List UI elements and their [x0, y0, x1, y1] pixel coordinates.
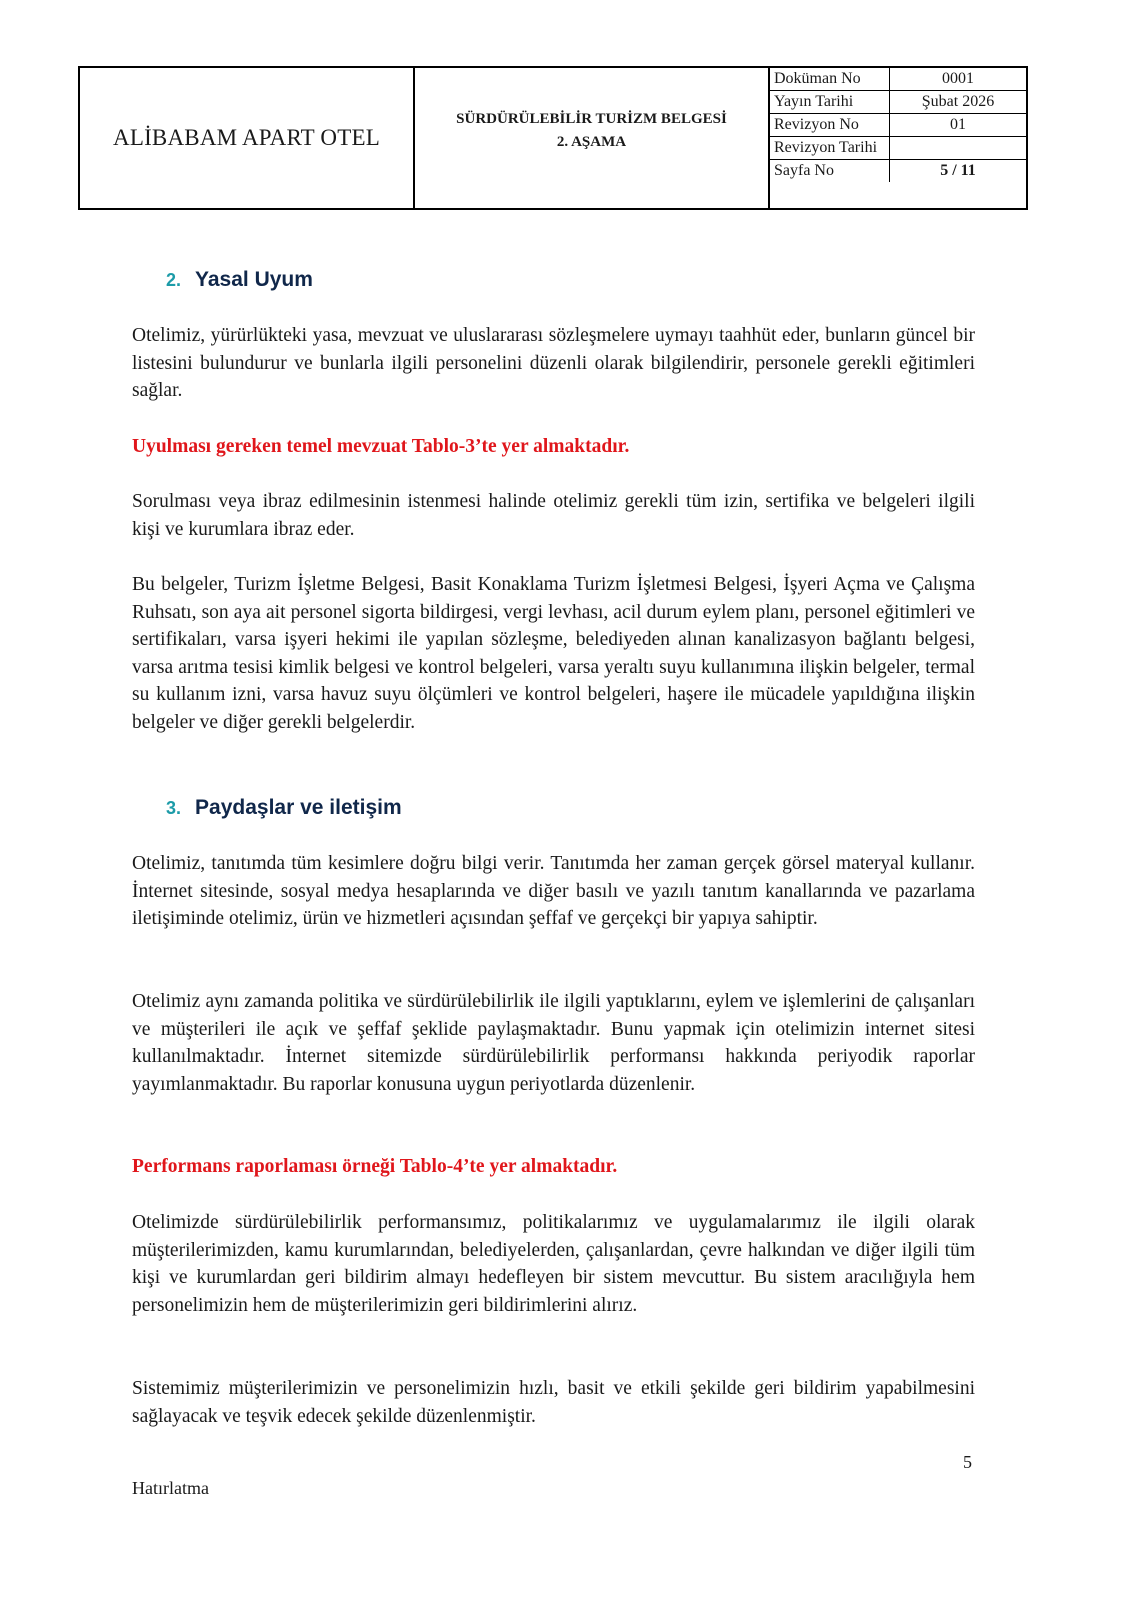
- section-heading-stakeholders: [166, 796, 402, 820]
- section-number: 2.: [166, 270, 182, 290]
- section-title: Yasal Uyum: [195, 268, 313, 291]
- meta-value: 5 / 11: [940, 162, 976, 179]
- meta-row-page-no: [770, 160, 1026, 182]
- organization-name: ALİBABAM APART OTEL: [80, 68, 415, 208]
- meta-key: Yayın Tarihi: [770, 91, 890, 113]
- document-header-table: [78, 66, 1028, 210]
- page-number: 5: [963, 1452, 972, 1472]
- meta-row-document-no: [770, 68, 1026, 91]
- meta-value: Şubat 2026: [921, 93, 995, 110]
- paragraph: Otelimiz, yürürlükteki yasa, mevzuat ve uluslararası sözleşmelere uymayı taahhüt eder, bunların güncel bir listesini bulundurur ve bunlarla ilgili personelini düzenli olarak bilgilendirir, personele gerekli eğitimleri sağlar.: [132, 325, 975, 401]
- paragraph: Bu belgeler, Turizm İşletme Belgesi, Basit Konaklama Turizm İşletmesi Belgesi, İşyeri Açma ve Çalışma Ruhsatı, son aya ait personel sigorta bildirgesi, vergi levhası, acil durum eylem planı, personel eğitimleri ve sertifikaları, varsa işyeri hekimi ile yapılan sözleşme, belediyeden alınan kanalizasyon bağlantı belgesi, varsa arıtma tesisi kimlik belgesi ve kontrol belgeleri, varsa yeraltı suyu kullanımına ilişkin belgeler, termal su kullanım izni, varsa havuz suyu ölçümleri ve kontrol belgeleri, haşere ile mücadele yapıldığına ilişkin belgeler ve diğer gerekli belgelerdir.: [132, 574, 975, 733]
- meta-row-revision-date: [770, 137, 1026, 160]
- meta-value: 0001: [942, 70, 974, 87]
- paragraph: Otelimizde sürdürülebilirlik performansımız, politikalarımız ve uygulamalarımız ile ilgili olarak müşterilerimizden, kamu kurumlarından, belediyelerden, çalışanlardan, çevre halkından ve diğer ilgili tüm kişi ve kurumlardan geri bildirim almayı hedefleyen bir sistem mevcuttur. Bu sistem aracılığıyla hem personelimizin hem de müşterilerimizin geri bildirimlerini alırız.: [132, 1212, 975, 1316]
- meta-value: [890, 137, 1026, 159]
- meta-key: Revizyon Tarihi: [770, 137, 890, 159]
- footer-note: Hatırlatma: [132, 1478, 209, 1498]
- paragraph: Otelimiz aynı zamanda politika ve sürdürülebilirlik ile ilgili yaptıklarını, eylem ve işlemlerini de çalışanları ve müşterileri ile açık ve şeffaf şeklide paylaşmaktadır. Bunu yapmak için otelimizin internet sitesi kullanılmaktadır. İnternet sitemizde sürdürülebilirlik performansı hakkında periyodik raporlar yayımlanmaktadır. Bu raporlar konusuna uygun periyotlarda düzenlenir.: [132, 991, 975, 1095]
- section-heading-legal-compliance: [166, 268, 313, 292]
- meta-row-publish-date: [770, 91, 1026, 114]
- highlight-note: Uyulması gereken temel mevzuat Tablo-3’te yer almaktadır.: [132, 436, 630, 457]
- meta-key: Revizyon No: [770, 114, 890, 136]
- section-title: Paydaşlar ve iletişim: [195, 796, 402, 819]
- paragraph: Sistemimiz müşterilerimizin ve personelimizin hızlı, basit ve etkili şekilde geri bildirim yapabilmesini sağlayacak ve teşvik edecek şekilde düzenlenmiştir.: [132, 1378, 975, 1427]
- paragraph: Otelimiz, tanıtımda tüm kesimlere doğru bilgi verir. Tanıtımda her zaman gerçek görsel materyal kullanır. İnternet sitesinde, sosyal medya hesaplarında ve diğer basılı ve yazılı tanıtım kanallarında ve pazarlama iletişiminde otelimiz, ürün ve hizmetleri açısından şeffaf ve gerçekçi bir yapıya sahiptir.: [132, 853, 975, 929]
- meta-key: Doküman No: [770, 68, 890, 90]
- highlight-note: Performans raporlaması örneği Tablo-4’te yer almaktadır.: [132, 1156, 618, 1177]
- document-meta: [770, 68, 1026, 208]
- meta-key: Sayfa No: [770, 160, 890, 182]
- document-title-line-1: SÜRDÜRÜLEBİLİR TURİZM BELGESİ: [456, 111, 727, 127]
- meta-row-revision-no: [770, 114, 1026, 137]
- section-number: 3.: [166, 798, 182, 818]
- document-title: [415, 68, 770, 208]
- meta-value: 01: [950, 116, 966, 133]
- paragraph: Sorulması veya ibraz edilmesinin istenmesi halinde otelimiz gerekli tüm izin, sertifika ve belgeleri ilgili kişi ve kurumlara ibraz eder.: [132, 491, 975, 540]
- document-title-line-2: 2. AŞAMA: [556, 134, 627, 150]
